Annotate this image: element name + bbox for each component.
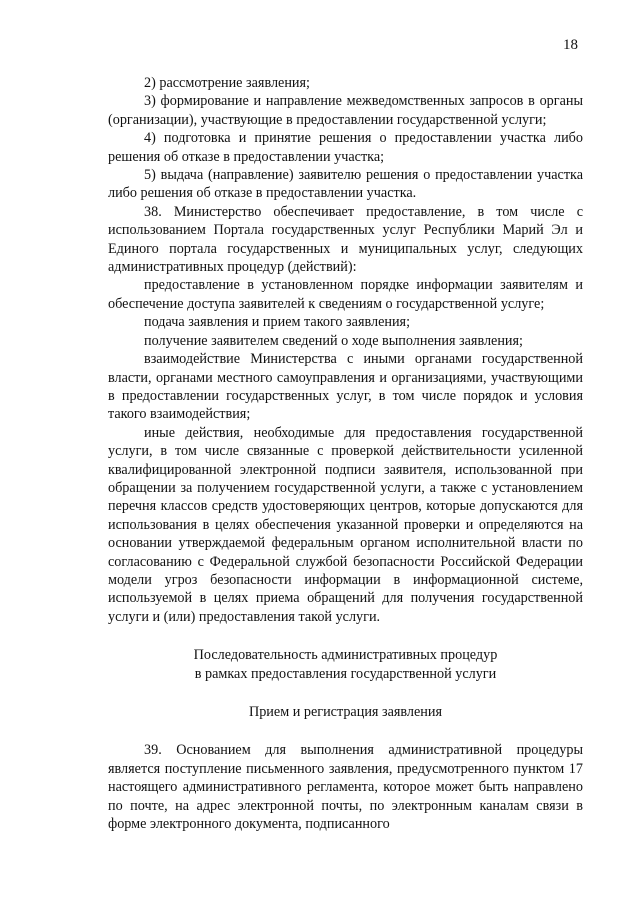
procedure-status-info: получение заявителем сведений о ходе выполнения заявления; — [144, 332, 523, 349]
list-item-review: 2) рассмотрение заявления; — [144, 75, 310, 91]
list-item-decision: 4) подготовка и принятие решения о предоставлении участка либо решения об отказе в предоставлении участка; — [108, 130, 583, 165]
procedure-interaction: взаимодействие Министерства с иными органами государственной власти, органами местного самоуправления и организациями, участвующими в предоставлении государственных услуг, в том числе порядок и условия такого взаимодействия; — [108, 351, 583, 423]
paragraph-38: 38. Министерство обеспечивает предоставление, в том числе с использованием Портала государственных услуг Республики Марий Эл и Единого портала государственных и муниципальных услуг, следующих административных процедур (действий): — [108, 203, 583, 276]
section-heading-line-1: Последовательность административных процедур — [193, 647, 498, 664]
paragraph-39: 39. Основанием для выполнения административной процедуры является поступление письменного заявления, предусмотренного пунктом 17 настоящего административного регламента, которое может быть направлено по почте, на адрес электронной почты, по электронным каналам связи в форме электронного документа, подписанного — [108, 742, 583, 833]
section-heading-line-2: в рамках предоставления государственной услуги — [194, 665, 497, 682]
list-item-interagency-requests: 3) формирование и направление межведомственных запросов в органы (организации), участвующие в предоставлении государственной услуги; — [108, 93, 583, 128]
procedure-information: предоставление в установленном порядке информации заявителям и обеспечение доступа заявителей к сведениям о государственной услуге; — [108, 277, 583, 312]
list-item-issuance: 5) выдача (направление) заявителю решения о предоставлении участка либо решения об отказе в предоставлении участка. — [108, 167, 583, 202]
subsection-heading: Прием и регистрация заявления — [248, 704, 443, 720]
procedure-submission: подача заявления и прием такого заявления; — [144, 314, 411, 331]
page-number: 18 — [563, 37, 578, 53]
document-body — [108, 74, 583, 833]
procedure-other-actions: иные действия, необходимые для предоставления государственной услуги, в том числе связанные с проверкой действительности усиленной квалифицированной электронной подписи заявителя, использованной при обращении за получением государственной услуги, а также с установлением перечня классов средств удостоверяющих центров, которые допускаются для использования в целях обеспечения указанной проверки и определяются на основании утверждаемой федеральным органом исполнительной власти по согласованию с Федеральной службой безопасности Российской Федерации модели угроз безопасности информации в информационной системе, используемой в целях приема обращений для получения государственной услуги и (или) предоставления такой услуги. — [108, 424, 583, 625]
section-heading — [108, 646, 583, 683]
